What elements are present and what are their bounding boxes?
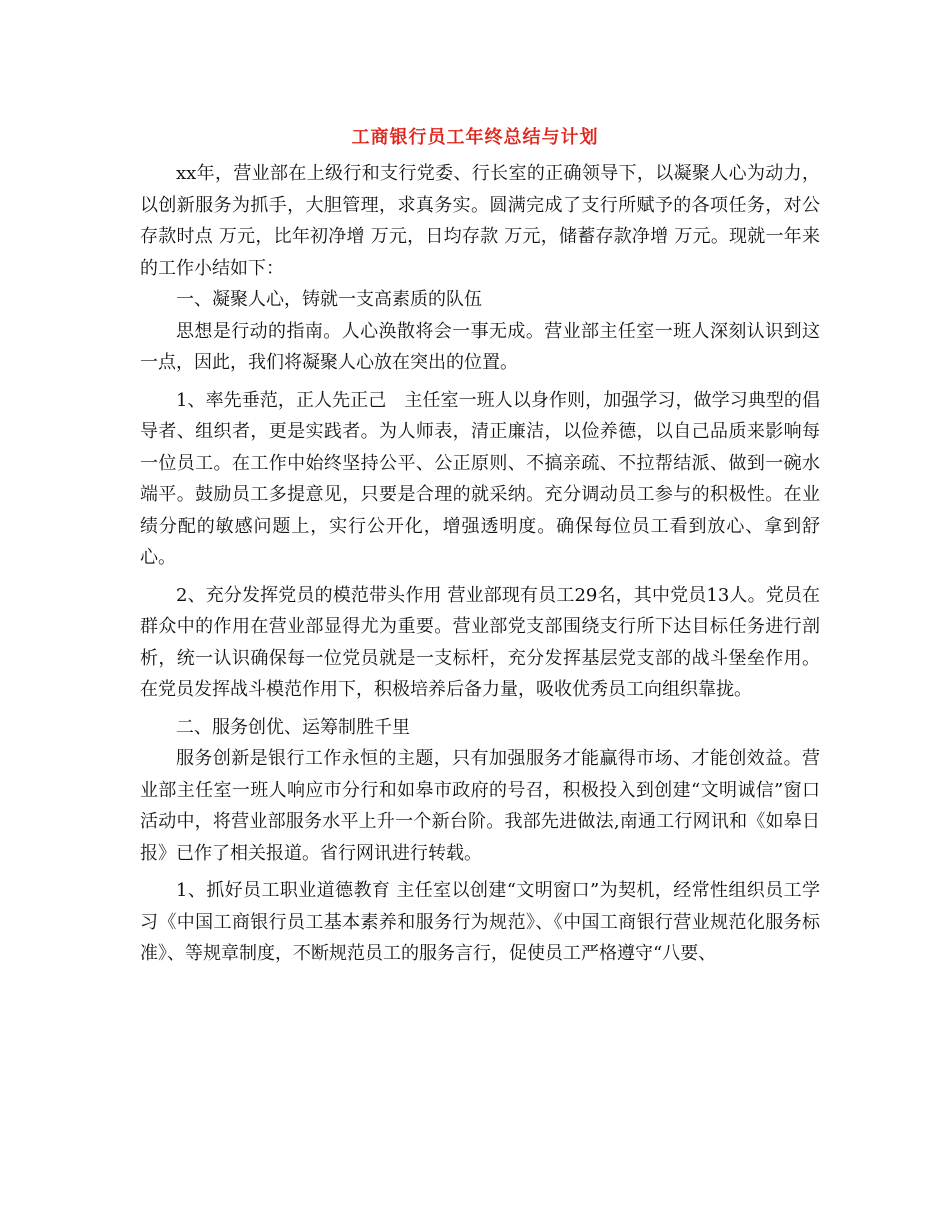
paragraph: 2、充分发挥党员的模范带头作用 营业部现有员工29名，其中党员13人。党员在群众中的作用在营业部显得尤为重要。营业部党支部围绕支行所下达目标任务进行剖析，统一认识确保每一位党员就是一支标杆，充分发挥基层党支部的战斗堡垒作用。在党员发挥战斗模范作用下，积极培养后备力量，吸收优秀员工向组织靠拢。 [140,584,820,700]
paragraph: 思想是行动的指南。人心涣散将会一事无成。营业部主任室一班人深刻认识到这一点，因此，我们将凝聚人心放在突出的位置。 [140,320,820,373]
section-heading-1: 一、凝聚人心，铸就一支高素质的队伍 [176,289,482,310]
document-body [140,158,820,970]
paragraph: 1、率先垂范，正人先正己 主任室一班人以身作则，加强学习，做学习典型的倡导者、组织者，更是实践者。为人师表，清正廉洁，以俭养德，以自己品质来影响每一位员工。在工作中始终坚持公平、公正原则、不搞亲疏、不拉帮结派、做到一碗水端平。鼓励员工多提意见，只要是合理的就采纳。充分调动员工参与的积极性。在业绩分配的敏感问题上，实行公开化，增强透明度。确保每位员工看到放心、拿到舒心。 [140,389,820,568]
document-title: 工商银行员工年终总结与计划 [351,127,599,148]
paragraph: 服务创新是银行工作永恒的主题，只有加强服务才能赢得市场、才能创效益。营业部主任室一班人响应市分行和如皋市政府的号召，积极投入到创建“文明诚信”窗口活动中，将营业部服务水平上升一个新台阶。我部先进做法,南通工行网讯和《如皋日报》已作了相关报道。省行网讯进行转载。 [140,748,820,864]
paragraph-intro: xx年，营业部在上级行和支行党委、行长室的正确领导下，以凝聚人心为动力，以创新服务为抓手，大胆管理，求真务实。圆满完成了支行所赋予的各项任务，对公存款时点 万元，比年初净增 万元，日均存款 万元，储蓄存款净增 万元。现就一年来的工作小结如下： [140,163,820,279]
paragraph: 1、抓好员工职业道德教育 主任室以创建“文明窗口”为契机，经常性组织员工学习《中国工商银行员工基本素养和服务行为规范》、《中国工商银行营业规范化服务标准》、等规章制度，不断规范员工的服务言行，促使员工严格遵守“八要、 [140,880,820,964]
section-heading-2: 二、服务创优、运筹制胜千里 [176,716,410,738]
